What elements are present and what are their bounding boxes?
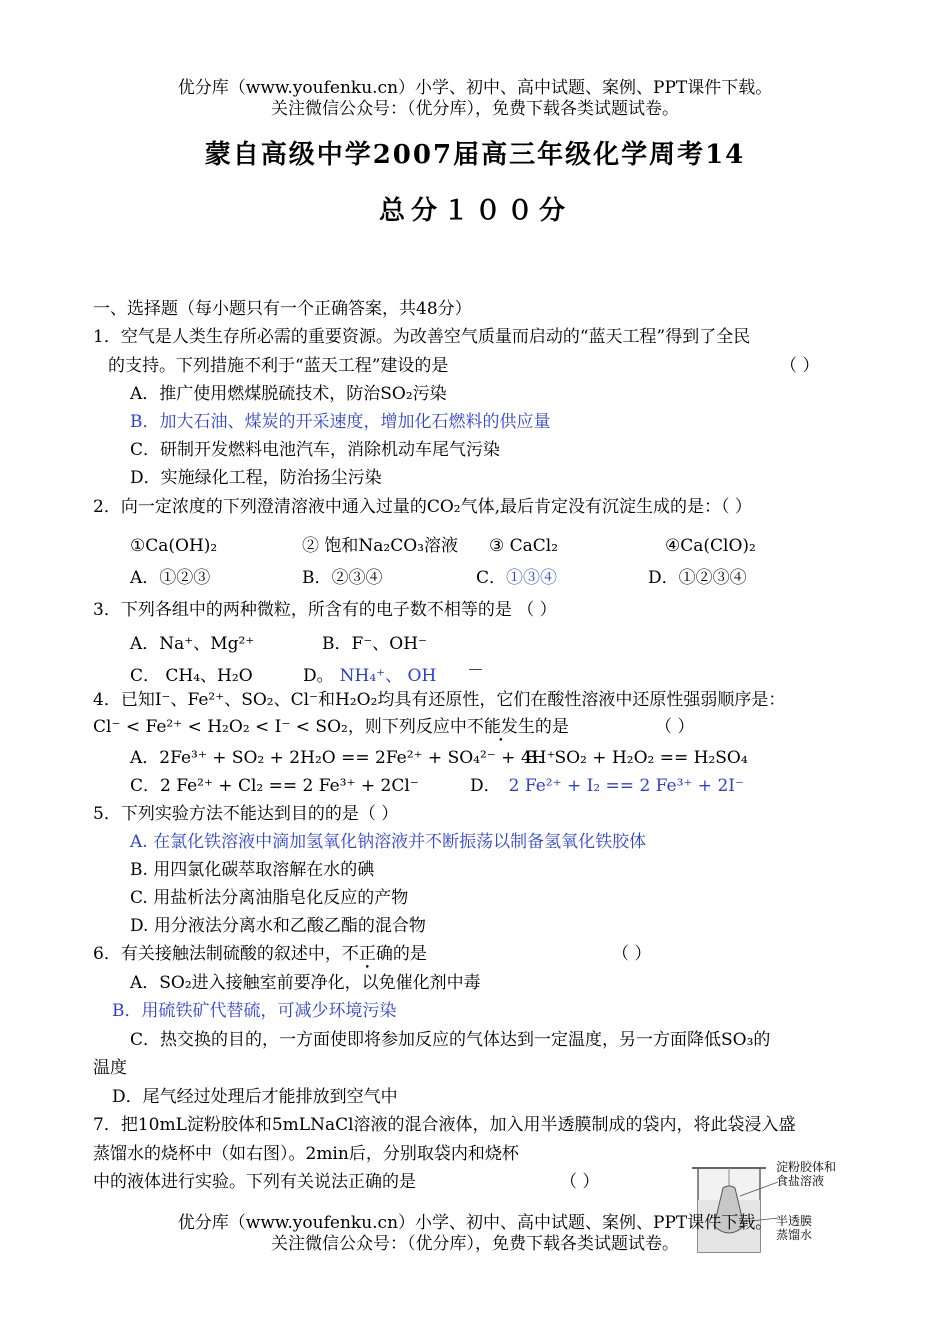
q1-option-a: A．推广使用燃煤脱硫技术，防治SO₂污染 xyxy=(130,384,447,404)
q4-option-d-value: 2 Fe²⁺ + I₂ == 2 Fe³⁺ + 2I⁻ xyxy=(508,776,744,796)
q5-option-a: A. 在氯化铁溶液中滴加氢氧化钠溶液并不断振荡以制备氢氧化铁胶体 xyxy=(130,832,647,852)
q3-option-d xyxy=(303,664,436,688)
q2-item-1: ①Ca(OH)₂ xyxy=(130,536,218,556)
q2-option-c-value: ①③④ xyxy=(506,568,558,588)
q5-option-d: D. 用分液法分离水和乙酸乙酯的混合物 xyxy=(130,916,426,936)
q4-option-d xyxy=(470,774,744,798)
q4-stem-line2 xyxy=(93,715,569,739)
q6-stem-pre: 6．有关接触法制硫酸的叙述中， xyxy=(93,944,342,964)
q6-option-d: D．尾气经过处理后才能排放到空气中 xyxy=(112,1087,398,1107)
page-title: 蒙自高级中学2007届高三年级化学周考14 xyxy=(204,140,746,170)
q1-option-b: B．加大石油、煤炭的开采速度，增加化石燃料的供应量 xyxy=(130,412,551,432)
header-line-2: 关注微信公众号：（优分库），免费下载各类试题试卷。 xyxy=(271,99,679,119)
q7-stem-line3: 中的液体进行实验。下列有关说法正确的是 xyxy=(93,1172,416,1192)
q1-answer-paren: （ ） xyxy=(780,356,820,376)
q6-option-c-line1: C．热交换的目的，一方面使即将参加反应的气体达到一定温度，另一方面降低SO₃的 xyxy=(130,1030,771,1050)
q3-option-b: B．F⁻、OH⁻ xyxy=(322,634,427,654)
q3-option-c: C． CH₄、H₂O xyxy=(130,666,253,686)
q3-option-d-label: D。 xyxy=(303,666,334,686)
q2-option-b: B．②③④ xyxy=(302,568,383,588)
q4-option-a: A．2Fe³⁺ + SO₂ + 2H₂O == 2Fe²⁺ + SO₄²⁻ + 4H⁺ xyxy=(130,748,556,768)
q3-option-d-minus: － xyxy=(467,661,484,681)
q7-stem-line2: 蒸馏水的烧杯中（如右图）。2min后，分别取袋内和烧杯 xyxy=(93,1144,519,1164)
q6-stem xyxy=(93,942,427,966)
q3-stem: 3．下列各组中的两种微粒，所含有的电子数不相等的是 （ ） xyxy=(93,600,557,620)
q4-stem-line1: 4．已知I⁻、Fe²⁺、SO₂、Cl⁻和H₂O₂均具有还原性，它们在酸性溶液中还原性强弱顺序是： xyxy=(93,690,786,710)
q1-option-d: D．实施绿化工程，防治扬尘污染 xyxy=(130,468,382,488)
q1-stem-line2: 的支持。下列措施不利于“蓝天工程”建设的是 xyxy=(108,356,449,376)
q7-answer-paren: （ ） xyxy=(560,1172,600,1192)
figure-label-membrane: 半透膜 xyxy=(776,1214,813,1228)
q2-item-2: ② 饱和Na₂CO₃溶液 xyxy=(302,536,458,556)
q6-answer-paren: （ ） xyxy=(612,944,652,964)
page-subtitle: 总分１００分 xyxy=(378,196,571,226)
q2-stem: 2．向一定浓度的下列澄清溶液中通入过量的CO₂气体,最后肯定没有沉淀生成的是：（ ） xyxy=(93,497,752,517)
q4-option-b: B．SO₂ + H₂O₂ == H₂SO₄ xyxy=(525,748,748,768)
q2-option-c xyxy=(476,566,557,590)
q2-option-a: A．①②③ xyxy=(130,568,211,588)
header-line-1: 优分库（www.youfenku.cn）小学、初中、高中试题、案例、PPT课件下载。 xyxy=(177,78,773,98)
q4-stem-emphasis: 不能发生 xyxy=(466,717,535,737)
q5-stem: 5．下列实验方法不能达到目的的是（ ） xyxy=(93,804,399,824)
q3-option-a: A．Na⁺、Mg²⁺ xyxy=(130,634,255,654)
footer-line-1: 优分库（www.youfenku.cn）小学、初中、高中试题、案例、PPT课件下载。 xyxy=(177,1213,773,1233)
q6-stem-post: 的是 xyxy=(392,944,427,964)
q7-stem-line1: 7．把10mL淀粉胶体和5mLNaCl溶液的混合液体，加入用半透膜制成的袋内，将此袋浸入盛 xyxy=(93,1115,796,1135)
q1-stem-line1: 1．空气是人类生存所必需的重要资源。为改善空气质量而启动的“蓝天工程”得到了全民 xyxy=(93,327,751,347)
q6-option-a: A．SO₂进入接触室前要净化，以免催化剂中毒 xyxy=(130,973,481,993)
q6-option-c-line2: 温度 xyxy=(93,1058,127,1078)
q1-option-c: C．研制开发燃料电池汽车，消除机动车尾气污染 xyxy=(130,440,501,460)
q2-item-3: ③ CaCl₂ xyxy=(489,536,559,556)
figure-label-water: 蒸馏水 xyxy=(776,1228,813,1242)
q2-item-4: ④Ca(ClO)₂ xyxy=(665,536,756,556)
footer-line-2: 关注微信公众号：（优分库），免费下载各类试题试卷。 xyxy=(271,1234,679,1254)
q2-option-d: D．①②③④ xyxy=(648,568,747,588)
figure-label-salt: 食盐溶液 xyxy=(776,1174,825,1188)
q5-option-c: C. 用盐析法分离油脂皂化反应的产物 xyxy=(130,888,409,908)
q4-stem-line2-pre: Cl⁻ < Fe²⁺ < H₂O₂ < I⁻ < SO₂，则下列反应中 xyxy=(93,717,467,737)
q5-option-b: B. 用四氯化碳萃取溶解在水的碘 xyxy=(130,860,375,880)
q4-answer-paren: （ ） xyxy=(655,717,695,737)
q4-option-c: C．2 Fe²⁺ + Cl₂ == 2 Fe³⁺ + 2Cl⁻ xyxy=(130,776,419,796)
section-heading: 一、选择题（每小题只有一个正确答案，共48分） xyxy=(93,299,472,319)
q2-option-c-label: C． xyxy=(476,568,507,588)
q4-option-d-label: D． xyxy=(470,776,501,796)
q3-option-d-value: NH₄⁺、 OH xyxy=(339,666,437,686)
q6-option-b: B．用硫铁矿代替硫，可减少环境污染 xyxy=(112,1001,397,1021)
q4-stem-line2-post: 的是 xyxy=(534,717,569,737)
q6-stem-emphasis: 不正确 xyxy=(341,944,393,964)
figure-label-colloid: 淀粉胶体和 xyxy=(776,1160,837,1174)
